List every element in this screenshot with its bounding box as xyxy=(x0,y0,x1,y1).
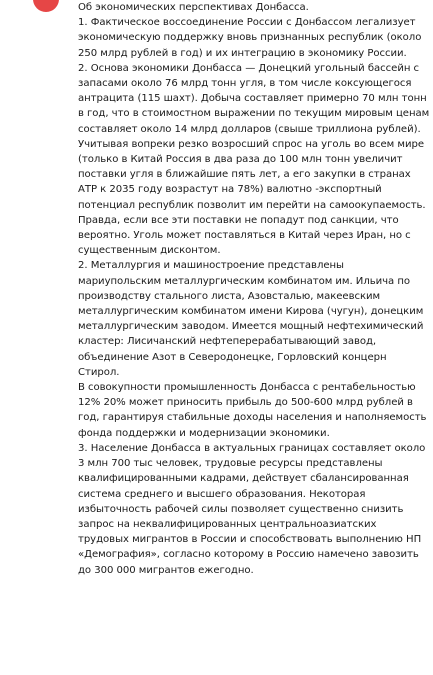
post-paragraph-3: 2. Металлургия и машиностроение представлены мариупольским металлургическим комбинатом им. Ильича по производству стального листа, Азовсталью, макеевским металлургическим комбинатом имени Кирова (чугун), донецким металлургическим заводом. Имеется мощный нефтехимический кластер: Лисичанский нефтеперерабатывающий завод, объединение Азот в Северодонецке, Горловский концерн Стирол. xyxy=(78,260,424,378)
post-paragraph-1: 1. Фактическое воссоединение России с Донбассом легализует экономическую поддержку вновь признанных республик (около 250 млрд рублей в год) и их интеграцию в экономику России. xyxy=(78,17,422,59)
post-paragraph-4: В совокупности промышленность Донбасса с рентабельностью 12% 20% может приносить прибыль до 500-600 млрд рублей в год, гарантируя стабильные доходы населения и наполняемость фонда поддержки и модернизации экономики. xyxy=(78,382,427,439)
post-paragraph-5: 3. Население Донбасса в актуальных границах составляет около 3 млн 700 тыс человек, трудовые ресурсы представлены квалифицированными кадрами, действует сбалансированная система среднего и высшего образования. Некоторая избыточность рабочей силы позволяет существенно снизить запрос на неквалифицированных центральноазиатских трудовых мигрантов в России и способствовать выполнению НП «Демография», согласно которому в Россию намечено завозить до 300 000 мигрантов ежегодно. xyxy=(78,442,426,576)
post-paragraph-2: 2. Основа экономики Донбасса — Донецкий угольный бассейн с запасами около 76 млрд тонн угля, в том числе коксующегося антрацита (115 шахт). Добыча составляет примерно 70 млн тонн в год, что в стоимостном выражении по текущим мировым ценам составляет около 14 млрд долларов (свыше триллиона рублей). Учитывая вопреки резко возросший спрос на уголь во всем мире (только в Китай Россия в два раза до 100 млн тонн увеличит поставки угля в ближайшие пять лет, а его закупки в странах АТР к 2035 году возрастут на 78%) валютно -экспортный потенциал республик позволит им перейти на самоокупаемость. Правда, если все эти поставки не попадут под санкции, что вероятно. Уголь может поставляться в Китай через Иран, но с существенным дисконтом. xyxy=(78,62,430,257)
avatar[interactable] xyxy=(33,0,59,12)
post-body xyxy=(78,0,430,578)
post-paragraph-intro: Об экономических перспективах Донбасса. xyxy=(78,2,309,13)
